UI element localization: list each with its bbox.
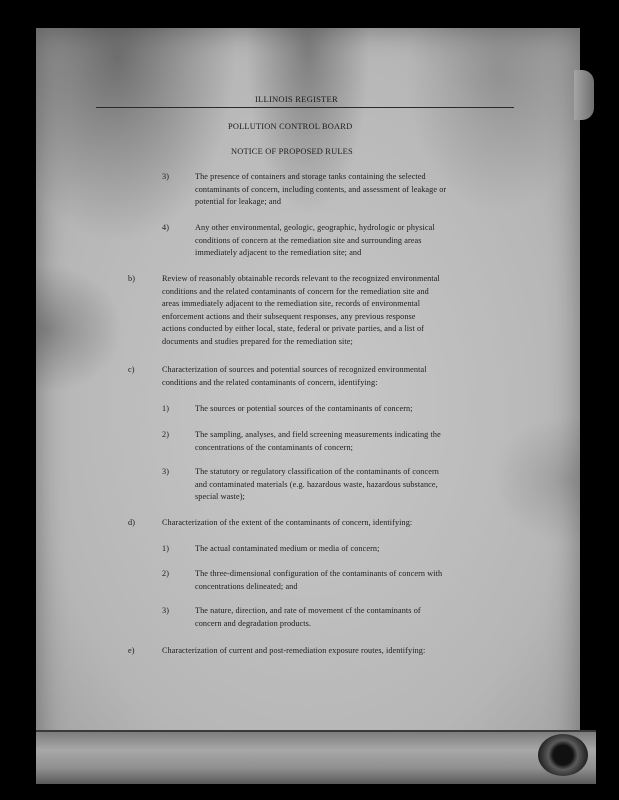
item-line: The actual contaminated medium or media of concern; <box>195 544 380 553</box>
item-line: The three-dimensional configuration of the contaminants of concern with <box>195 569 443 578</box>
item-line: contaminants of concern, including contents, and assessment of leakage or <box>195 184 447 194</box>
item-line: Characterization of sources and potential sources of recognized environmental <box>162 365 427 374</box>
item-marker: 1) <box>162 404 170 413</box>
register-title: ILLINOIS REGISTER <box>255 94 338 104</box>
item-marker: c) <box>128 365 135 374</box>
item-line: concern and degradation products. <box>195 618 312 628</box>
item-marker: b) <box>128 274 136 283</box>
item-line: areas immediately adjacent to the remediation site, records of environmental <box>162 299 421 308</box>
item-line: documents and studies prepared for the remediation site; <box>162 336 353 346</box>
item-line: The sampling, analyses, and field screening measurements indicating the <box>195 430 441 439</box>
item-marker: 3) <box>162 172 170 181</box>
item-marker: 2) <box>162 569 170 578</box>
item-marker: d) <box>128 518 136 527</box>
item-line: Characterization of the extent of the contaminants of concern, identifying: <box>162 518 413 527</box>
item-line: concentrations of the contaminants of concern; <box>195 442 354 452</box>
item-line: Any other environmental, geologic, geographic, hydrologic or physical <box>195 223 435 232</box>
notice-heading: NOTICE OF PROPOSED RULES <box>231 147 353 156</box>
item-marker: 1) <box>162 544 170 553</box>
item-line: conditions of concern at the remediation site and surrounding areas <box>195 235 422 245</box>
item-line: and contaminated materials (e.g. hazardous waste, hazardous substance, <box>195 479 438 489</box>
item-line: concentrations delineated; and <box>195 581 298 591</box>
item-line: enforcement actions and their subsequent responses, any previous response <box>162 311 416 321</box>
item-line: conditions and the related contaminants of concern, identifying: <box>162 377 378 387</box>
item-marker: 2) <box>162 430 170 439</box>
item-marker: 3) <box>162 467 170 476</box>
item-line: Characterization of current and post-remediation exposure routes, identifying: <box>162 646 426 655</box>
item-line: The presence of containers and storage tanks containing the selected <box>195 172 426 181</box>
item-line: conditions and the related contaminants of concern for the remediation site and <box>162 286 429 296</box>
item-marker: 3) <box>162 606 170 615</box>
item-line: Review of reasonably obtainable records relevant to the recognized environmental <box>162 274 440 283</box>
item-line: potential for leakage; and <box>195 197 282 206</box>
item-marker: e) <box>128 646 135 655</box>
item-marker: 4) <box>162 223 170 232</box>
item-line: The sources or potential sources of the contaminants of concern; <box>195 404 413 413</box>
header-divider <box>96 107 514 108</box>
item-line: The statutory or regulatory classification of the contaminants of concern <box>195 467 439 476</box>
board-heading: POLLUTION CONTROL BOARD <box>228 122 353 131</box>
item-line: immediately adjacent to the remediation site; and <box>195 248 362 257</box>
item-line: The nature, direction, and rate of movement cf the contaminants of <box>195 606 421 615</box>
item-line: actions conducted by either local, state, federal or private parties, and a list of <box>162 324 425 333</box>
item-line: special waste); <box>195 492 245 501</box>
